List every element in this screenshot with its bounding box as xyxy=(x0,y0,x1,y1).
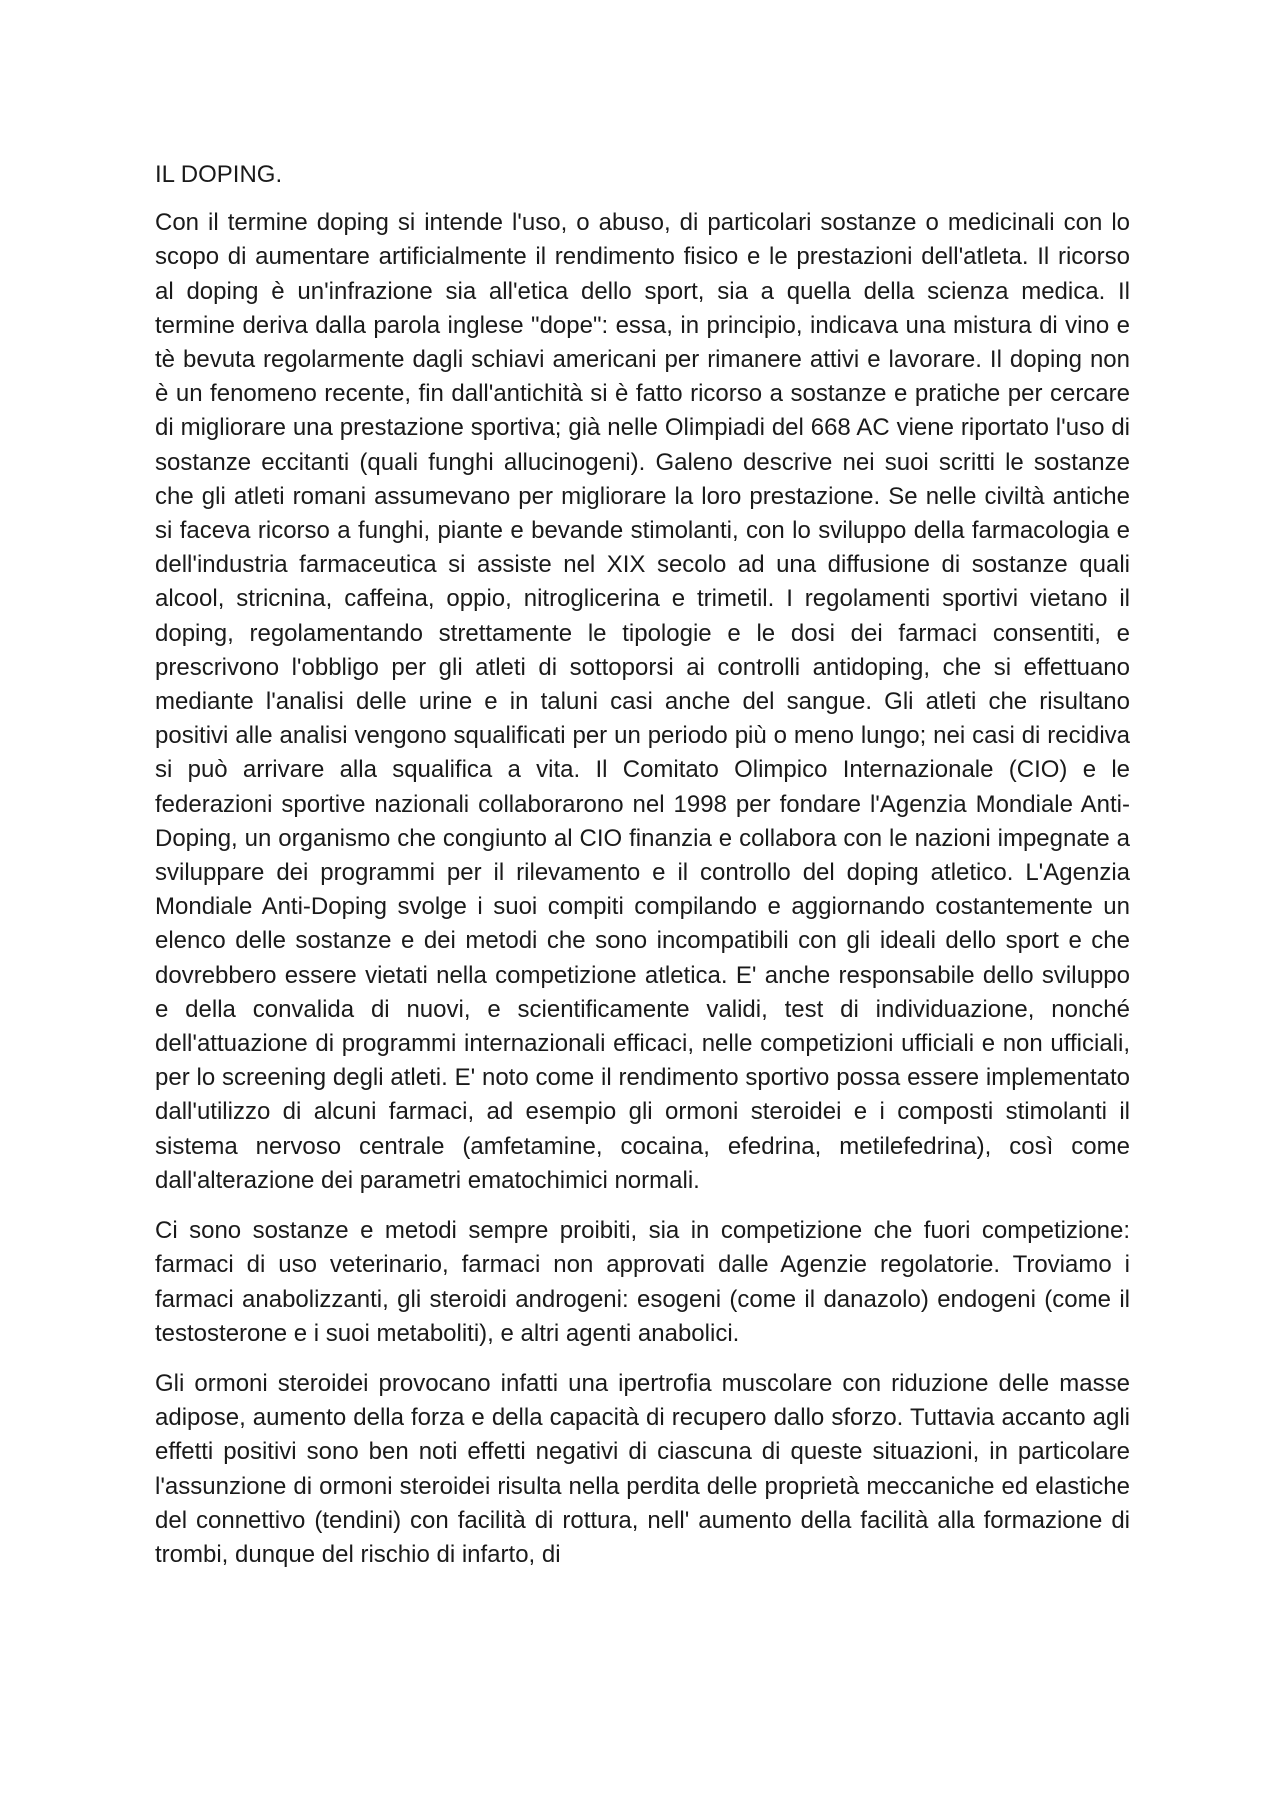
document-page xyxy=(155,158,1130,1572)
paragraph-introduction: Con il termine doping si intende l'uso, o abuso, di particolari sostanze o medicinali con lo scopo di aumentare artificialmente il rendimento fisico e le prestazioni dell'atleta. Il ricorso al doping è un'infrazione sia all'etica dello sport, sia a quella della scienza medica. Il termine deriva dalla parola inglese "dope": essa, in principio, indicava una mistura di vino e tè bevuta regolarmente dagli schiavi americani per rimanere attivi e lavorare. Il doping non è un fenomeno recente, fin dall'antichità si è fatto ricorso a sostanze e pratiche per cercare di migliorare una prestazione sportiva; già nelle Olimpiadi del 668 AC viene riportato l'uso di sostanze eccitanti (quali funghi allucinogeni). Galeno descrive nei suoi scritti le sostanze che gli atleti romani assumevano per migliorare la loro prestazione. Se nelle civiltà antiche si faceva ricorso a funghi, piante e bevande stimolanti, con lo sviluppo della farmacologia e dell'industria farmaceutica si assiste nel XIX secolo ad una diffusione di sostanze quali alcool, stricnina, caffeina, oppio, nitroglicerina e trimetil. I regolamenti sportivi vietano il doping, regolamentando strettamente le tipologie e le dosi dei farmaci consentiti, e prescrivono l'obbligo per gli atleti di sottoporsi ai controlli antidoping, che si effettuano mediante l'analisi delle urine e in taluni casi anche del sangue. Gli atleti che risultano positivi alle analisi vengono squalificati per un periodo più o meno lungo; nei casi di recidiva si può arrivare alla squalifica a vita. Il Comitato Olimpico Internazionale (CIO) e le federazioni sportive nazionali collaborarono nel 1998 per fondare l'Agenzia Mondiale Anti-Doping, un organismo che congiunto al CIO finanzia e collabora con le nazioni impegnate a sviluppare dei programmi per il rilevamento e il controllo del doping atletico. L'Agenzia Mondiale Anti-Doping svolge i suoi compiti compilando e aggiornando costantemente un elenco delle sostanze e dei metodi che sono incompatibili con gli ideali dello sport e che dovrebbero essere vietati nella competizione atletica. E' anche responsabile dello sviluppo e della convalida di nuovi, e scientificamente validi, test di individuazione, nonché dell'attuazione di programmi internazionali efficaci, nelle competizioni ufficiali e non ufficiali, per lo screening degli atleti. E' noto come il rendimento sportivo possa essere implementato dall'utilizzo di alcuni farmaci, ad esempio gli ormoni steroidei e i composti stimolanti il sistema nervoso centrale (amfetamine, cocaina, efedrina, metilefedrina), così come dall'alterazione dei parametri ematochimici normali. xyxy=(155,209,1130,1194)
paragraph-steroid-effects: Gli ormoni steroidei provocano infatti una ipertrofia muscolare con riduzione delle masse adipose, aumento della forza e della capacità di recupero dallo sforzo. Tuttavia accanto agli effetti positivi sono ben noti effetti negativi di ciascuna di queste situazioni, in particolare l'assunzione di ormoni steroidei risulta nella perdita delle proprietà meccaniche ed elastiche del connettivo (tendini) con facilità di rottura, nell' aumento della facilità alla formazione di trombi, dunque del rischio di infarto, di xyxy=(155,1369,1130,1568)
document-title: IL DOPING. xyxy=(155,161,283,188)
paragraph-prohibited-substances: Ci sono sostanze e metodi sempre proibiti, sia in competizione che fuori competizione: farmaci di uso veterinario, farmaci non approvati dalle Agenzie regolatorie. Troviamo i farmaci anabolizzanti, gli steroidi androgeni: esogeni (come il danazolo) endogeni (come il testosterone e i suoi metaboliti), e altri agenti anabolici. xyxy=(155,1217,1130,1347)
